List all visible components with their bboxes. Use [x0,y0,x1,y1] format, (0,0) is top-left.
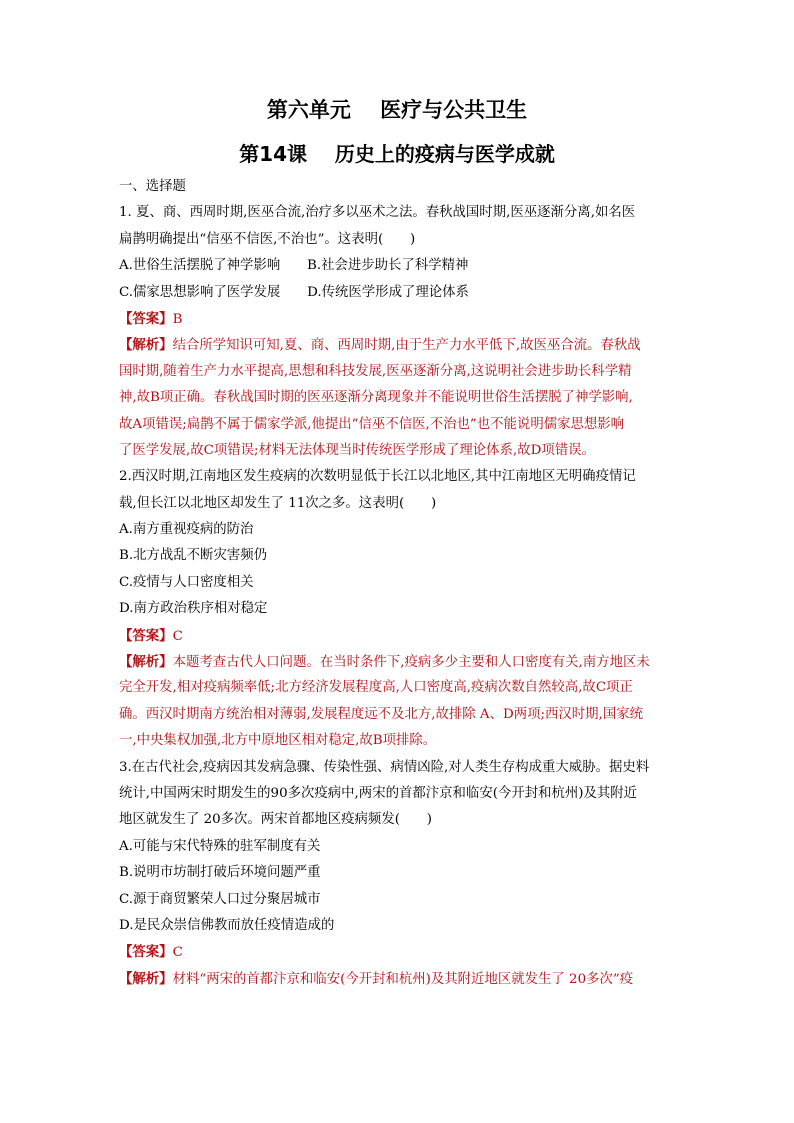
analysis-text: 材料“两宋的首都汴京和临安(今开封和杭州)及其附近地区就发生了 20多次”疫 [172,971,634,987]
option-line: A.可能与宋代特殊的驻军制度有关 [119,838,321,854]
option-line: B.说明市坊制打破后环境问题严重 [119,865,321,881]
answer-value: C [172,628,183,644]
answer-tag: 【答案】 [119,310,173,327]
analysis-line: 故A项错误;扁鹊不属于儒家学派,他提出“信巫不信医,不治也”也不能说明儒家思想影响 [119,416,625,432]
option-line: C.源于商贸繁荣人口过分聚居城市 [119,891,321,907]
option-line: C.疫情与人口密度相关 [119,574,254,590]
analysis-text: 结合所学知识可知,夏、商、西周时期,由于生产力水平低下,故医巫合流。春秋战 [172,338,641,354]
answer-line [119,306,679,332]
analysis-tag: 【解析】 [119,337,173,354]
question-stem-line: 3.在古代社会,疫病因其发病急骤、传染性强、病情凶险,对人类生存构成重大威胁。据史料 [119,759,650,775]
question-1 [119,200,679,464]
option-line: A.南方重视疫病的防治 [119,522,254,538]
option-line: D.南方政治秩序相对稳定 [119,601,268,617]
answer-line [119,623,679,649]
section-heading: 一、选择题 [119,179,186,194]
question-stem-line: 地区就发生了 20多次。两宋首都地区疫病频发( ) [119,812,432,828]
option-line: B.北方战乱不断灾害频仍 [119,548,268,564]
question-stem-line: 统计,中国两宋时期发生的90多次疫病中,两宋的首都汴京和临安(今开封和杭州)及其附近 [119,785,638,801]
analysis-line: 了医学发展,故C项错误;材料无法体现当时传统医学形成了理论体系,故D项错误。 [119,442,595,458]
question-2 [119,464,679,754]
question-stem-line: 扁鹊明确提出“信巫不信医,不治也”。这表明( ) [119,231,416,247]
analysis-line: 一,中央集权加强,北方中原地区相对稳定,故B项排除。 [119,733,437,749]
lesson-title: 第14课 历史上的疫病与医学成就 [239,142,555,166]
question-stem-line: 2.西汉时期,江南地区发生疫病的次数明显低于长江以北地区,其中江南地区无明确疫情记 [119,469,636,485]
answer-value: C [172,945,183,961]
analysis-tag: 【解析】 [119,970,173,987]
document-body [119,174,679,992]
answer-value: B [172,311,183,327]
option-line: A.世俗生活摆脱了神学影响 B.社会进步助长了科学精神 [119,258,469,274]
question-3 [119,755,679,993]
analysis-line [119,332,679,358]
answer-tag: 【答案】 [119,944,173,961]
question-stem-line: 1. 夏、商、西周时期,医巫合流,治疗多以巫术之法。春秋战国时期,医巫逐渐分离,如名医 [119,205,636,221]
option-line: C.儒家思想影响了医学发展 D.传统医学形成了理论体系 [119,284,469,300]
analysis-line: 确。西汉时期南方统治相对薄弱,发展程度远不及北方,故排除 A、D两项;西汉时期,国家统 [119,706,644,722]
analysis-text: 本题考查古代人口问题。在当时条件下,疫病多少主要和人口密度有关,南方地区未 [172,655,650,671]
analysis-line: 国时期,随着生产力水平提高,思想和科技发展,医巫逐渐分离,这说明社会进步助长科学精 [119,363,632,379]
question-stem-line: 载,但长江以北地区却发生了 11次之多。这表明( ) [119,495,437,511]
option-line: D.是民众崇信佛教而放任疫情造成的 [119,917,335,933]
answer-tag: 【答案】 [119,627,173,644]
analysis-line: 完全开发,相对疫病频率低;北方经济发展程度高,人口密度高,疫病次数自然较高,故C项正 [119,680,633,696]
analysis-tag: 【解析】 [119,654,173,671]
unit-title: 第六单元 医疗与公共卫生 [266,98,528,122]
analysis-line: 神,故B项正确。春秋战国时期的医巫逐渐分离现象并不能说明世俗生活摆脱了神学影响, [119,390,633,406]
answer-line [119,939,679,965]
analysis-line [119,649,679,675]
analysis-line [119,966,679,992]
